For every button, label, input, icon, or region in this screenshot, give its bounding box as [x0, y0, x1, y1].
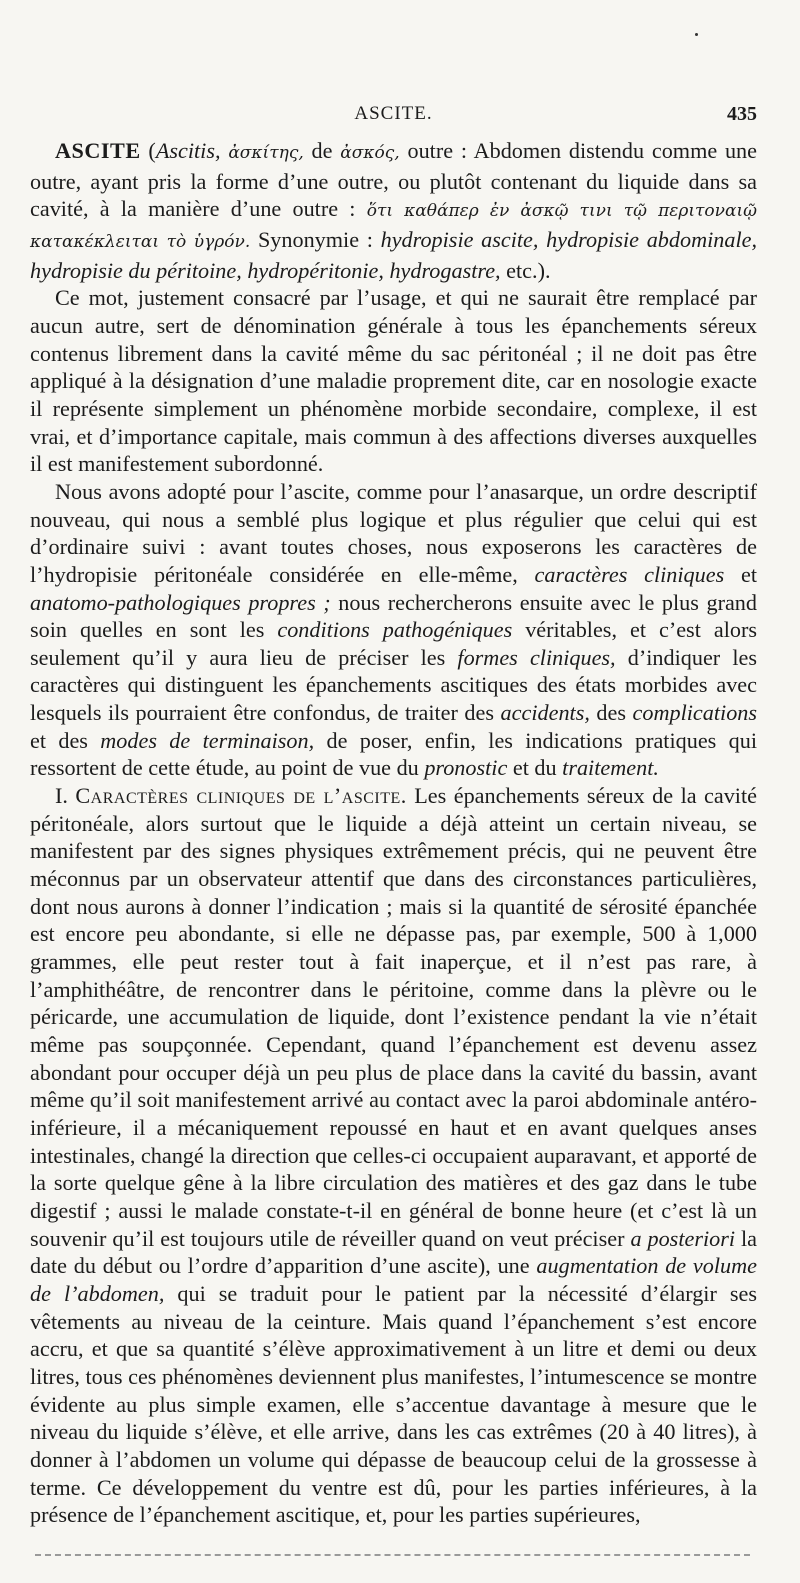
italic-run: Ascitis, [155, 138, 221, 163]
italic-run: a posteriori [630, 1225, 736, 1251]
text-run: et [724, 561, 758, 587]
italic-run: traitement. [562, 755, 659, 781]
greek-quotation: ὅτι καθάπερ ἐν ἀσκῷ τινι τῷ περιτοναιῷ κατακέκλειται τὸ ὑγρόν. [30, 201, 758, 252]
section-heading: Caractères cliniques de l’ascite. [75, 783, 407, 809]
book-page [30, 0, 757, 1583]
synonyms-italic: hydropisie ascite, hydropisie abdominale, hydropisie du péritoine, hydropéritonie, hydrogastre, [30, 226, 757, 283]
running-title: ASCITE. [354, 103, 433, 124]
paragraph-definition [30, 137, 757, 284]
text-run: Synonymie : [250, 226, 381, 252]
greek-run: ἀσκίτης, [228, 143, 304, 163]
running-header [30, 103, 757, 129]
italic-run: augmentation de volume de l’abdomen, [30, 1253, 757, 1306]
text-run: qui se traduit pour le patient par la nécessité d’élargir ses vêtements au niveau de la ceinture. Mais quand l’épanchement s’est encore accru, et que sa quantité s’élève approximativement à un litre et demi ou deux litres, tous ces phénomènes deviennent plus manifestes, l’intumescence se montre évidente au plus simple examen, elle s’accentue davantage à mesure que le niveau du liquide s’élève, et elle arrive, dans les cas extrêmes (20 à 40 litres), à donner à l’abdomen un volume qui dépasse de beaucoup celui de la grossesse à terme. Ce développement du ventre est dû, pour les parties inférieures, à la présence de l’épanchement ascitique, et, pour les parties supérieures, [30, 1280, 757, 1528]
italic-run: conditions pathogéniques [277, 617, 513, 643]
text-run: Les épanchements séreux de la cavité péritonéale, alors surtout que le liquide a déjà atteint un certain niveau, se manifestent par des signes physiques extrêmement précis, qui ne peuvent être méconnus par un observateur attentif que dans des circonstances particulières, dont nous aurons à donner l’indication ; mais si la quantité de sérosité épanchée est encore peu abondante, si elle ne dépasse pas, par exemple, 500 à 1,000 grammes, elle peut rester tout à fait inaperçue, et il n’est pas rare, à l’amphithéâtre, de rencontrer dans le péritoine, comme dans la plèvre ou le péricarde, une accumulation de liquide, dont l’existence pendant la vie n’était même pas soupçonnée. Cependant, quand l’épanchement est devenu assez abondant pour occuper déjà un peu plus de place dans la cavité du bassin, avant même qu’il soit manifestement arrivé au contact avec la paroi abdominale antéro-inférieure, il a mécaniquement repoussé en haut et en avant quelques anses intestinales, changé la direction que celles-ci occupaient auparavant, et apporté de la sorte quelque gêne à la libre circulation des matières et des gaz dans le tube digestif ; aussi le malade constate-t-il en général de bonne heure (et c’est là un souvenir qu’il est toujours utile de réveiller quand on veut préciser [30, 783, 757, 1251]
section-number: I. [55, 783, 76, 809]
text-run: etc.). [500, 257, 551, 283]
text-run: véritables, et c’est alors seulement qu’il y aura lieu de préciser les [30, 617, 757, 670]
text-run: de [303, 138, 341, 163]
headword: ASCITE [55, 138, 141, 163]
text-run: Ce mot, justement consacré par l’usage, et qui ne saurait être remplacé par aucun autre, sert de dénomination générale à tous les épanchements séreux contenus librement dans la cavité même du sac péritonéal ; il ne doit pas être appliqué à la désignation d’une maladie proprement dite, car en nosologie exacte il représente simplement un phénomène morbide secondaire, complexe, il est vrai, et d’importance capitale, mais commun à des affections diverses auxquelles il est manifestement subordonné. [30, 285, 757, 477]
italic-run: accidents, [500, 700, 590, 726]
italic-run: modes de terminaison, [100, 727, 315, 753]
italic-run: formes cliniques, [457, 644, 616, 670]
paragraph-clinical [30, 782, 757, 1529]
text-run: outre : Abdomen distendu comme une outre, ayant pris la forme d’une outre, ou plutôt contenant du liquide dans sa cavité, à la manière d’une outre : [30, 138, 757, 222]
body-text [30, 137, 757, 1529]
paragraph-usage [30, 284, 757, 478]
bottom-scan-rule [35, 1554, 750, 1556]
text-run: et du [507, 755, 563, 781]
paragraph-plan [30, 478, 757, 782]
italic-run: complications [632, 700, 758, 726]
greek-run: ἀσκός, [340, 143, 400, 163]
text-run: de poser, enfin, les indications pratiques qui ressortent de cette étude, au point de vue du [30, 727, 757, 781]
text-run: Nous avons adopté pour l’ascite, comme pour l’anasarque, un ordre descriptif nouveau, qui nous a semblé plus logique et plus régulier que celui qui est d’ordinaire suivi : avant toutes choses, nous exposerons les caractères de l’hydropisie péritonéale considérée en elle-même, [30, 478, 757, 587]
italic-run: caractères cliniques [534, 561, 725, 587]
text-run: d’indiquer les caractères qui distinguent les épanchements ascitiques des états morbides avec lesquels ils pourraient être confondus, de traiter des [30, 644, 757, 726]
ink-speck [695, 33, 698, 36]
text-run: nous rechercherons ensuite avec le plus grand soin quelles en sont les [30, 589, 757, 643]
italic-run: anatomo-pathologiques propres ; [30, 589, 331, 615]
text-run: et des [30, 727, 101, 753]
text-run: ( [140, 138, 156, 163]
text-run: des [589, 700, 633, 726]
italic-run: pronostic [424, 755, 508, 781]
text-run: la date du début ou l’ordre d’apparition d’une ascite), une [30, 1225, 758, 1279]
page-number: 435 [727, 103, 757, 125]
